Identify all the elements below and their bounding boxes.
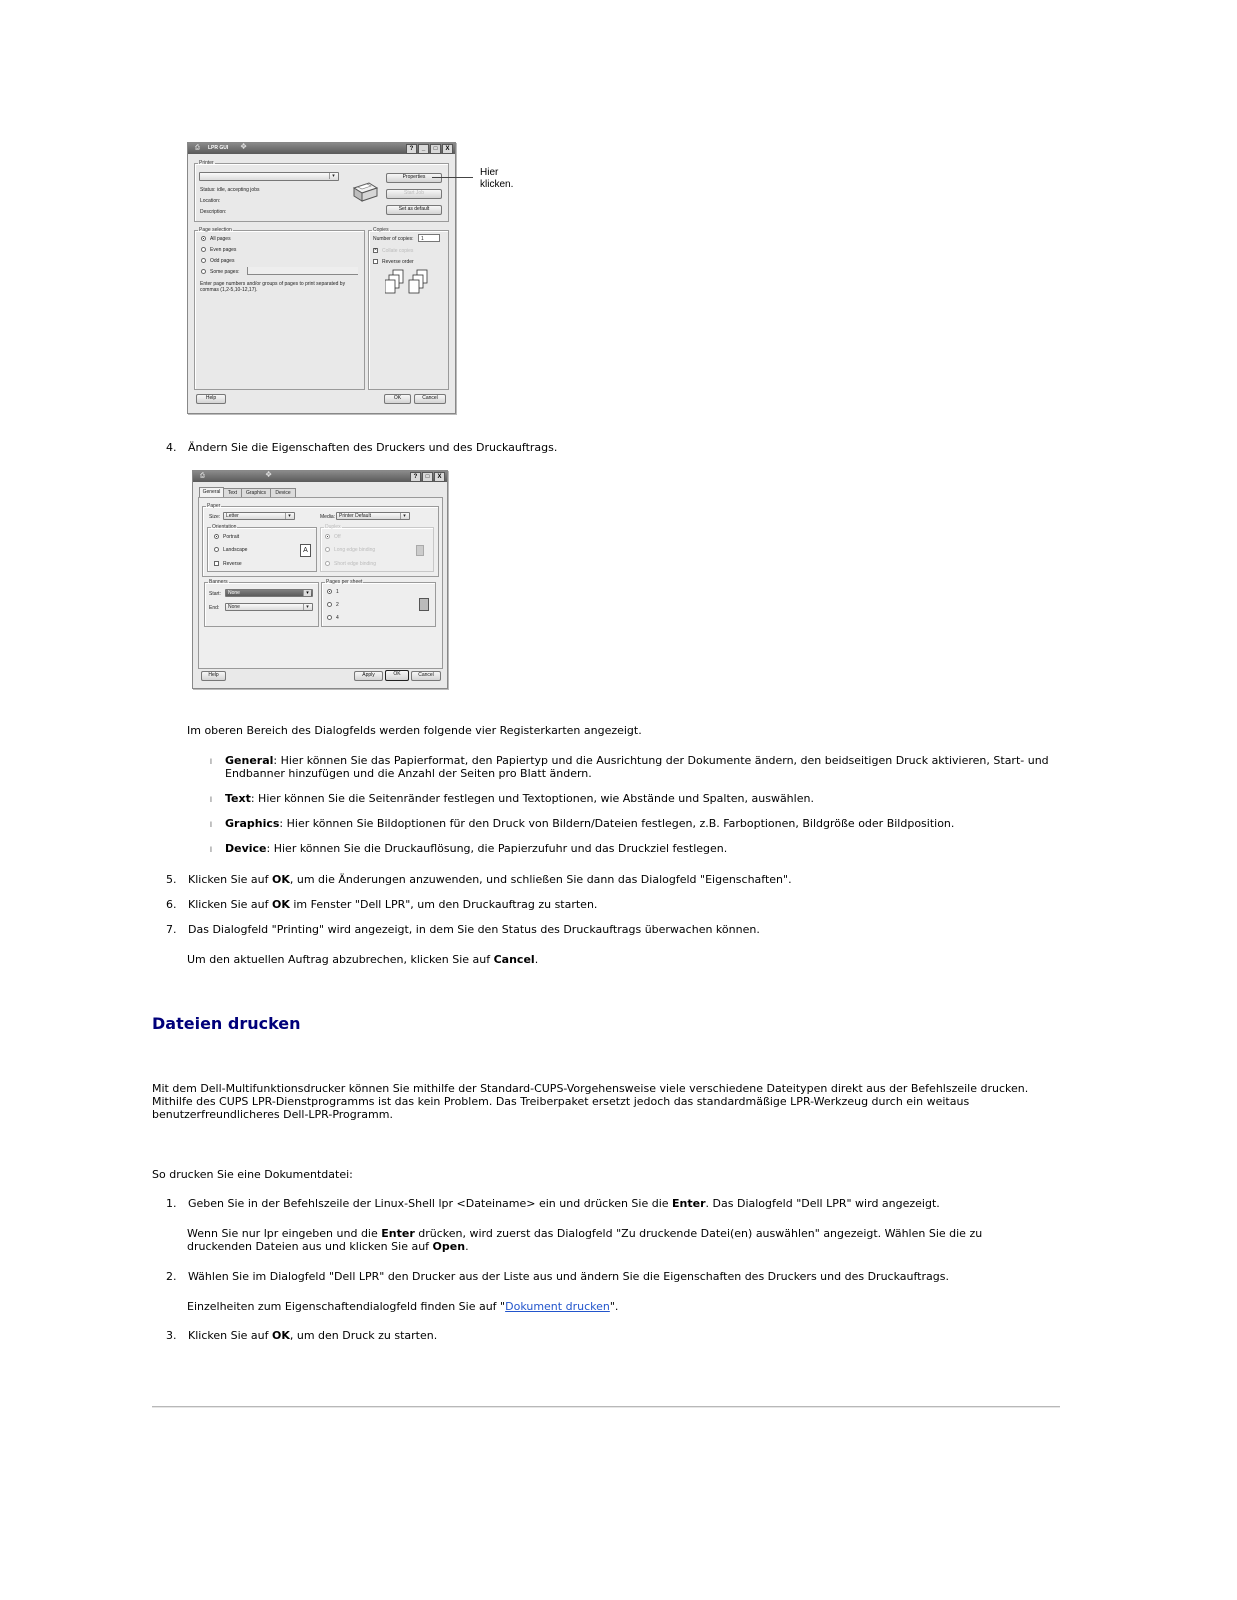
callout-line1: Hier [480, 167, 499, 178]
pps-2-radio[interactable] [327, 602, 332, 607]
step-4-number: 4. [166, 441, 177, 454]
close-button[interactable]: X [442, 144, 453, 154]
duplex-short-label: Short edge binding [334, 561, 376, 567]
banners-group-label: Banners [209, 579, 228, 585]
odd-pages-radio[interactable] [201, 258, 206, 263]
callout-label [480, 167, 513, 191]
duplex-short-radio[interactable] [325, 561, 330, 566]
reverse-label: Reverse [223, 561, 242, 567]
file-step-3-text: Klicken Sie auf OK, um den Druck zu starten. [188, 1329, 438, 1342]
bullet-device-text: : Hier können Sie die Druckauflösung, die Papierzufuhr und das Druckziel festlegen. [266, 842, 728, 855]
callout-line2: klicken. [480, 179, 514, 190]
start-job-button[interactable]: Start Job [386, 189, 442, 199]
collate-label: Collate copies [382, 248, 414, 254]
callout-line [432, 177, 473, 178]
page-range-hint: Enter page numbers and/or groups of pages to print separated by commas (1,2-5,10-12,17). [200, 281, 346, 293]
tab-device[interactable]: Device [270, 488, 296, 497]
media-label: Media: [320, 514, 336, 520]
file-note-2: Einzelheiten zum Eigenschaftendialogfeld finden Sie auf "Dokument drucken". [187, 1300, 619, 1313]
footer-divider [152, 1406, 1060, 1408]
landscape-label: Landscape [223, 547, 248, 553]
step-5-text: Klicken Sie auf OK, um die Änderungen anzuwenden, und schließen Sie dann das Dialogfeld "Eigenschaften". [188, 873, 792, 886]
printer-status: Status: idle, accepting jobs [200, 187, 260, 193]
dialog-title: LPR GUI [208, 145, 229, 151]
bullet-graphics [225, 817, 1055, 830]
all-pages-label: All pages [210, 236, 231, 242]
pps-1-label: 1 [336, 589, 339, 595]
start-label: Start: [209, 591, 221, 597]
pps-4-radio[interactable] [327, 615, 332, 620]
size-label: Size: [209, 514, 221, 520]
number-of-copies-label: Number of copies: [373, 236, 414, 242]
file-step-2-text: Wählen Sie im Dialogfeld "Dell LPR" den Drucker aus der Liste aus und ändern Sie die Eigenschaften des Druckers und des Druckauftrags. [188, 1270, 949, 1283]
properties-dialog-screenshot [192, 470, 448, 689]
portrait-radio[interactable] [214, 534, 219, 539]
file-step-3-number: 3. [166, 1329, 177, 1342]
printer-icon [349, 179, 379, 205]
tab-text[interactable]: Text [223, 488, 242, 497]
collate-pages-icon [385, 269, 431, 297]
step-6-text: Klicken Sie auf OK im Fenster "Dell LPR", um den Druckauftrag zu starten. [188, 898, 598, 911]
cancel-note: Um den aktuellen Auftrag abzubrechen, klicken Sie auf Cancel. [187, 953, 539, 966]
help-button[interactable]: Help [201, 671, 226, 681]
lpr-gui-dialog-screenshot [187, 142, 456, 414]
file-step-1-number: 1. [166, 1197, 177, 1210]
bullet-marker: l [210, 846, 212, 854]
bullet-general [225, 754, 1055, 780]
duplex-preview-icon [416, 545, 424, 556]
chevron-down-icon: ▾ [303, 590, 311, 596]
bullet-text-text: : Hier können Sie die Seitenränder festlegen und Textoptionen, wie Abstände und Spalten, auswählen. [250, 792, 814, 805]
set-as-default-button[interactable]: Set as default [386, 205, 442, 215]
bullet-device-term: Device [225, 842, 267, 855]
maximize-button[interactable]: □ [430, 144, 441, 154]
file-step-1-text: Geben Sie in der Befehlszeile der Linux-Shell lpr <Dateiname> ein und drücken Sie die Enter. Das Dialogfeld "Dell LPR" wird angezeigt. [188, 1197, 940, 1210]
copies-group-label: Copies [373, 227, 389, 233]
section-heading: Dateien drucken [152, 1014, 301, 1033]
help-button[interactable]: Help [196, 394, 226, 404]
all-pages-radio[interactable] [201, 236, 206, 241]
printer-app-icon: ⎙ [200, 473, 205, 479]
end-banner-select[interactable] [225, 603, 313, 611]
dialog-titlebar [193, 471, 447, 482]
package-icon: ❖ [240, 142, 248, 151]
cancel-button[interactable]: Cancel [414, 394, 446, 404]
bullet-general-text: : Hier können Sie das Papierformat, den Papiertyp und die Ausrichtung der Dokumente ändern, den beidseitigen Druck aktivieren, Start- und Endbanner hinzufügen und die Anzahl der Seiten pro Blatt ändern. [225, 754, 1049, 780]
howto-text: So drucken Sie eine Dokumentdatei: [152, 1168, 353, 1181]
chevron-down-icon: ▾ [285, 513, 293, 519]
printer-group-label: Printer [199, 160, 214, 166]
file-note-1: Wenn Sie nur lpr eingeben und die Enter drücken, wird zuerst das Dialogfeld "Zu druckende Datei(en) auswählen" angezeigt. Wählen Sie die zu druckenden Dateien aus und klicken Sie auf Open. [187, 1227, 983, 1253]
end-banner-value: None [228, 604, 240, 610]
step-6-number: 6. [166, 898, 177, 911]
duplex-off-radio[interactable] [325, 534, 330, 539]
paper-group-label: Paper [207, 503, 221, 509]
dokument-drucken-link[interactable]: Dokument drucken [505, 1300, 610, 1313]
bullet-graphics-text: : Hier können Sie Bildoptionen für den Druck von Bildern/Dateien festlegen, z.B. Farboptionen, Bildgröße oder Bildposition. [279, 817, 955, 830]
duplex-long-label: Long edge binding [334, 547, 376, 553]
package-icon: ❖ [265, 470, 273, 479]
bullet-marker: l [210, 821, 212, 829]
printer-location: Location: [200, 198, 221, 204]
tabs-intro: Im oberen Bereich des Dialogfelds werden folgende vier Registerkarten angezeigt. [187, 724, 642, 737]
portrait-label: Portrait [223, 534, 240, 540]
dialog-titlebar [188, 143, 455, 154]
odd-pages-label: Odd pages [210, 258, 235, 264]
bullet-graphics-term: Graphics [225, 817, 280, 830]
printer-description: Description: [200, 209, 227, 215]
copies-value: 1 [421, 236, 424, 242]
reverse-order-checkbox[interactable] [373, 259, 378, 264]
start-banner-select[interactable] [225, 589, 313, 597]
step-7-number: 7. [166, 923, 177, 936]
bullet-text [225, 792, 1055, 805]
help-title-button[interactable]: ? [410, 472, 421, 482]
size-select[interactable] [223, 512, 295, 520]
step-7-text: Das Dialogfeld "Printing" wird angezeigt, in dem Sie den Status des Druckauftrags überwachen können. [188, 923, 760, 936]
ok-button[interactable]: OK [384, 394, 411, 404]
duplex-group-label: Duplex [325, 524, 341, 530]
cancel-button[interactable]: Cancel [411, 671, 441, 681]
even-pages-radio[interactable] [201, 247, 206, 252]
bullet-text-term: Text [225, 792, 251, 805]
chevron-down-icon: ▾ [329, 173, 337, 179]
apply-button[interactable]: Apply [354, 671, 383, 681]
printer-app-icon: ⎙ [195, 145, 200, 151]
section-paragraph: Mit dem Dell-Multifunktionsdrucker können Sie mithilfe der Standard-CUPS-Vorgehensweise viele verschiedene Dateitypen direkt aus der Befehlszeile drucken. Mithilfe des CUPS LPR-Dienstprogramms ist das kein Problem. Das Treiberpaket ersetzt jedoch das standardmäßige LPR-Werkzeug durch ein weitaus benutzerfreundlicheres Dell-LPR-Programm. [152, 1082, 1029, 1121]
file-step-2-number: 2. [166, 1270, 177, 1283]
step-5-number: 5. [166, 873, 177, 886]
bullet-general-term: General [225, 754, 274, 767]
media-value: Printer Default [339, 513, 371, 519]
orientation-preview-icon: A [300, 544, 311, 557]
bullet-device [225, 842, 1055, 855]
minimize-button[interactable]: _ [418, 144, 429, 154]
properties-button[interactable]: Properties [386, 173, 442, 183]
copies-spinner[interactable] [418, 234, 440, 242]
printer-select[interactable] [199, 172, 339, 181]
pps-2-label: 2 [336, 602, 339, 608]
maximize-button[interactable]: □ [422, 472, 433, 482]
chevron-down-icon: ▾ [400, 513, 408, 519]
end-label: End: [209, 605, 220, 611]
some-pages-label: Some pages: [210, 269, 240, 275]
tab-general[interactable]: General [199, 487, 224, 498]
pages-per-sheet-label: Pages per sheet [326, 579, 363, 585]
tab-graphics[interactable]: Graphics [241, 488, 271, 497]
reverse-checkbox[interactable] [214, 561, 219, 566]
duplex-off-label: Off [334, 534, 341, 540]
size-value: Letter [226, 513, 239, 519]
ok-button[interactable]: OK [385, 670, 409, 681]
help-title-button[interactable]: ? [406, 144, 417, 154]
even-pages-label: Even pages [210, 247, 237, 253]
landscape-radio[interactable] [214, 547, 219, 552]
page-selection-label: Page selection [199, 227, 232, 233]
some-pages-input[interactable] [247, 267, 358, 275]
orientation-group-label: Orientation [212, 524, 237, 530]
duplex-long-radio[interactable] [325, 547, 330, 552]
step-4-text: Ändern Sie die Eigenschaften des Druckers und des Druckauftrags. [188, 441, 558, 454]
start-banner-value: None [228, 590, 240, 596]
close-button[interactable]: X [434, 472, 445, 482]
media-select[interactable] [336, 512, 410, 520]
pps-4-label: 4 [336, 615, 339, 621]
chevron-down-icon: ▾ [303, 604, 311, 610]
some-pages-radio[interactable] [201, 269, 206, 274]
pps-preview-icon [419, 598, 429, 611]
reverse-order-label: Reverse order [382, 259, 414, 265]
pps-1-radio[interactable] [327, 589, 332, 594]
collate-checkbox[interactable]: × [374, 247, 377, 253]
bullet-marker: l [210, 758, 212, 766]
bullet-marker: l [210, 796, 212, 804]
